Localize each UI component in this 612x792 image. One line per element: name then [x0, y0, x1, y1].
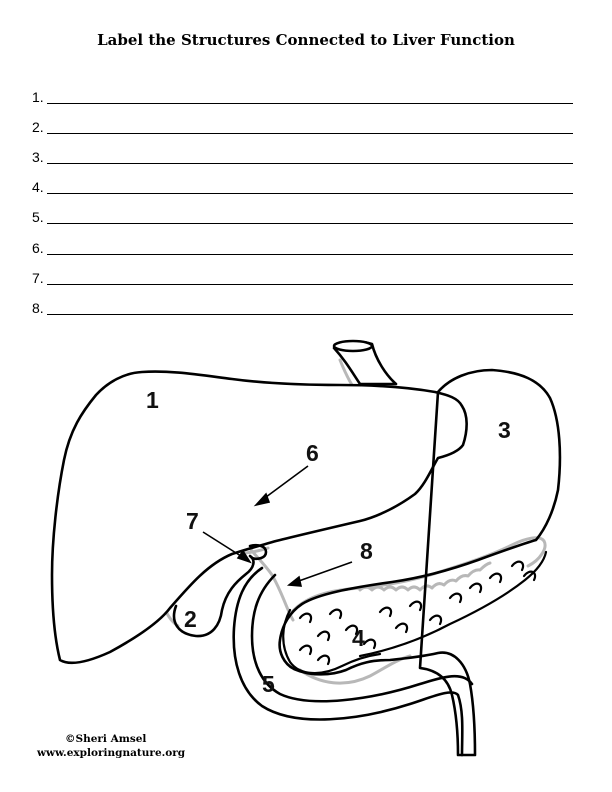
answer-blank[interactable] [47, 121, 573, 134]
arrow-8-line [296, 562, 352, 582]
pancreas-texture-6 [380, 608, 391, 616]
label-8: 8 [360, 538, 373, 564]
answer-number: 5. [32, 209, 44, 226]
pancreas-texture-15 [364, 640, 375, 648]
answer-line-1[interactable] [32, 74, 573, 104]
label-3: 3 [498, 417, 511, 443]
answer-number: 6. [32, 239, 44, 256]
pancreas-texture-3 [300, 646, 311, 654]
pancreas-texture-8 [410, 602, 421, 610]
answer-blank[interactable] [47, 181, 573, 194]
label-1: 1 [146, 387, 159, 413]
answer-line-2[interactable] [32, 104, 573, 134]
page-title: Label the Structures Connected to Liver Function [97, 31, 515, 49]
answer-line-3[interactable] [32, 134, 573, 164]
arrow-8-head [289, 577, 301, 586]
answer-number: 3. [32, 149, 44, 166]
answer-line-6[interactable] [32, 224, 573, 254]
pancreas-texture-4 [330, 610, 341, 618]
label-7: 7 [186, 508, 199, 534]
pancreas-texture-1 [300, 614, 311, 622]
label-6: 6 [306, 440, 319, 466]
answer-blank[interactable] [47, 211, 573, 224]
liver-diagram [0, 320, 612, 760]
pancreas-texture-2 [318, 632, 329, 640]
pancreas-texture-10 [450, 594, 461, 602]
answer-number: 8. [32, 299, 44, 316]
label-4: 4 [352, 625, 365, 651]
author-credit: ©Sheri Amsel [65, 733, 147, 745]
answer-blank[interactable] [47, 151, 573, 164]
credit-block [37, 732, 185, 760]
answer-blank[interactable] [47, 302, 573, 315]
answer-line-5[interactable] [32, 194, 573, 224]
answer-line-8[interactable] [32, 285, 573, 315]
pancreas-texture-12 [490, 574, 501, 582]
answer-lines [32, 74, 573, 315]
liver-outline [52, 372, 467, 663]
pancreas-texture-11 [470, 584, 481, 592]
label-5: 5 [262, 671, 275, 697]
answer-blank[interactable] [47, 242, 573, 255]
answer-blank[interactable] [47, 91, 573, 104]
answer-blank[interactable] [47, 272, 573, 285]
answer-number: 7. [32, 269, 44, 286]
answer-number: 1. [32, 89, 44, 106]
pancreas-texture-16 [318, 656, 329, 664]
website-credit[interactable]: www.exploringnature.org [37, 747, 186, 759]
label-2: 2 [184, 606, 197, 632]
duodenum-outer [234, 568, 463, 755]
answer-number: 4. [32, 179, 44, 196]
esophagus-opening [334, 341, 372, 351]
pancreas-texture-13 [512, 562, 523, 570]
answer-line-4[interactable] [32, 164, 573, 194]
pancreas-texture-7 [396, 624, 407, 632]
answer-line-7[interactable] [32, 255, 573, 285]
answer-number: 2. [32, 119, 44, 136]
pancreas-texture-9 [430, 616, 441, 624]
